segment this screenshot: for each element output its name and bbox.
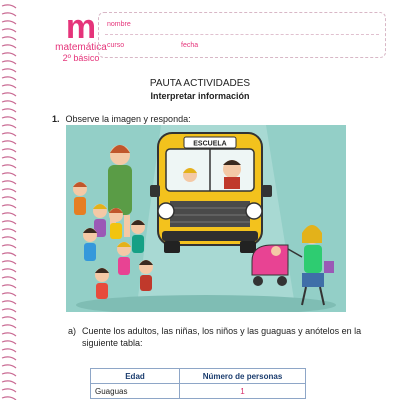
spiral-ring — [2, 157, 16, 160]
spiral-ring — [2, 325, 16, 328]
bus-bumper — [162, 231, 258, 241]
mirror-left — [150, 185, 160, 197]
spiral-ring — [2, 237, 16, 240]
spiral-ring — [2, 21, 16, 24]
course-label: curso — [107, 42, 125, 49]
spiral-ring — [2, 149, 16, 152]
spiral-ring — [2, 205, 16, 208]
spiral-ring — [2, 165, 16, 168]
worksheet-header — [26, 6, 390, 62]
header-count: Número de personas — [180, 369, 306, 384]
spiral-ring — [2, 277, 16, 280]
spiral-ring — [2, 117, 16, 120]
spiral-ring — [2, 125, 16, 128]
logo-letter: m — [65, 8, 97, 46]
spiral-ring — [2, 101, 16, 104]
logo-grade-text: 2º básico — [62, 53, 100, 63]
school-bus-illustration — [66, 125, 346, 312]
spiral-ring — [2, 37, 16, 40]
mirror-right — [262, 185, 272, 197]
spiral-ring — [2, 285, 16, 288]
wheel-left — [164, 241, 180, 253]
count-table — [90, 368, 306, 399]
spiral-ring — [2, 197, 16, 200]
spiral-binding — [0, 0, 18, 400]
sub-question-text: Cuente los adultos, las niñas, los niños y las guaguas y anótelos en la siguiente tabla: — [82, 326, 362, 348]
spiral-ring — [2, 189, 16, 192]
sub-question-letter: a) — [68, 326, 77, 336]
spiral-ring — [2, 221, 16, 224]
wheel-right — [240, 241, 256, 253]
headlight-left — [158, 203, 174, 219]
sub-question-a — [68, 325, 368, 349]
spiral-ring — [2, 333, 16, 336]
spiral-ring — [2, 133, 16, 136]
header-age: Edad — [91, 369, 180, 384]
row-value[interactable]: 1 — [180, 384, 306, 399]
question-text: Observe la imagen y responda: — [65, 114, 191, 124]
spiral-ring — [2, 341, 16, 344]
spiral-ring — [2, 389, 16, 392]
spiral-ring — [2, 381, 16, 384]
headlight-right — [246, 203, 262, 219]
bus-sign-text: ESCUELA — [193, 140, 227, 148]
row-label: Guaguas — [91, 384, 180, 399]
student-info-box — [98, 12, 386, 58]
spiral-ring — [2, 173, 16, 176]
spiral-ring — [2, 317, 16, 320]
spiral-ring — [2, 109, 16, 112]
spiral-ring — [2, 13, 16, 16]
page-title: PAUTA ACTIVIDADES — [149, 78, 251, 89]
date-label: fecha — [181, 42, 199, 49]
spiral-ring — [2, 253, 16, 256]
spiral-ring — [2, 269, 16, 272]
spiral-ring — [2, 181, 16, 184]
spiral-ring — [2, 61, 16, 64]
school-bus — [150, 133, 272, 253]
table-row — [91, 384, 306, 399]
spiral-ring — [2, 213, 16, 216]
question-number: 1. — [52, 114, 60, 124]
question-1 — [52, 114, 191, 124]
spiral-ring — [2, 229, 16, 232]
spiral-ring — [2, 349, 16, 352]
spiral-ring — [2, 53, 16, 56]
spiral-ring — [2, 45, 16, 48]
logo-subject-text: matemática — [55, 42, 107, 53]
bus-grille — [170, 201, 250, 227]
spiral-ring — [2, 261, 16, 264]
name-label: nombre — [107, 21, 131, 28]
spiral-ring — [2, 309, 16, 312]
spiral-ring — [2, 29, 16, 32]
spiral-ring — [2, 373, 16, 376]
page-subtitle: Interpretar información — [150, 91, 250, 101]
spiral-ring — [2, 245, 16, 248]
spiral-ring — [2, 365, 16, 368]
spiral-ring — [2, 357, 16, 360]
spiral-ring — [2, 5, 16, 8]
spiral-ring — [2, 301, 16, 304]
name-line[interactable] — [105, 34, 379, 35]
table-header-row — [91, 369, 306, 384]
spiral-ring — [2, 141, 16, 144]
spiral-ring — [2, 69, 16, 72]
spiral-ring — [2, 293, 16, 296]
